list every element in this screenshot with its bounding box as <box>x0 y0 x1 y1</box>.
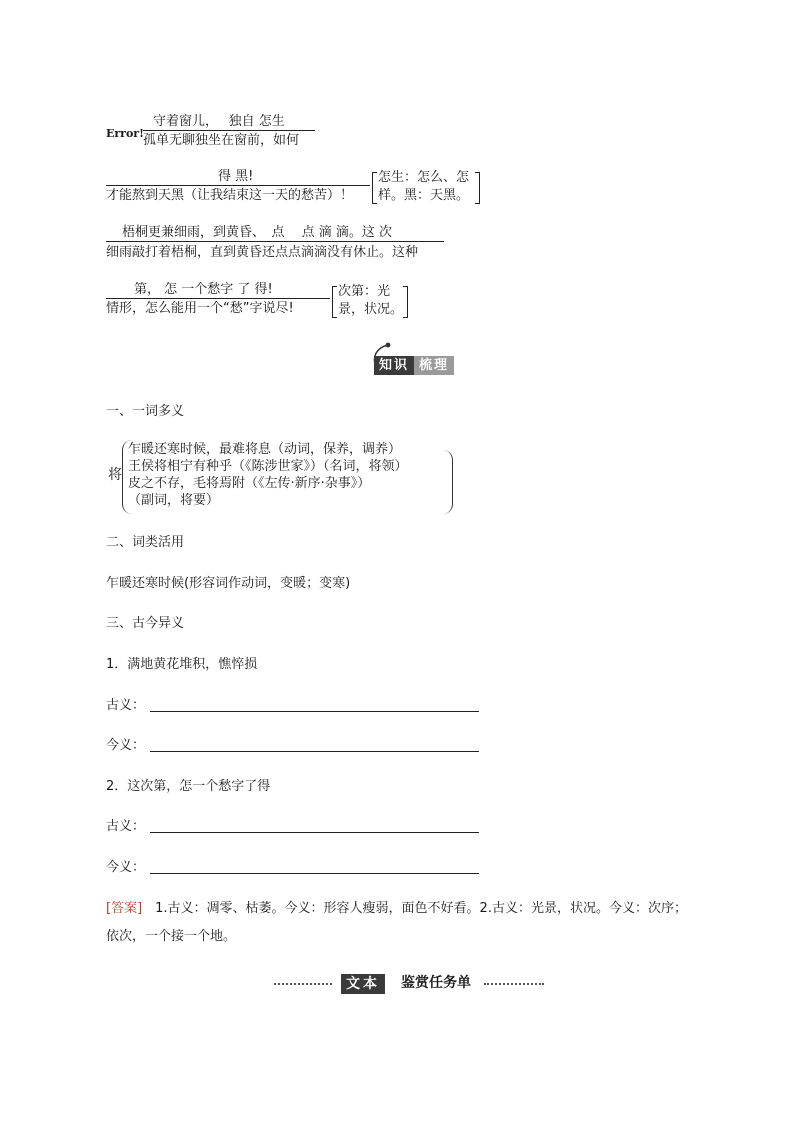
part1-paren-right <box>442 450 453 514</box>
gloss4-rule <box>106 298 330 299</box>
gloss1-rule <box>143 130 315 131</box>
q1-jin-label: 今义： <box>106 738 146 753</box>
q1-gu-label: 古义： <box>106 698 146 713</box>
gloss4-note-bracket-left <box>332 286 337 318</box>
q2-jin-blank[interactable] <box>150 873 479 874</box>
part1-line1: 乍暖还寒时候，最难将息（动词，保养，调养） <box>128 442 402 457</box>
gloss3-bottom: 细雨敲打着梧桐，直到黄昏还点点滴滴没有休止。这种 <box>106 245 419 260</box>
gloss4-top: 第， 怎 一个愁字 了 得! <box>134 282 273 297</box>
footer-badge-right: 鉴赏任务单 <box>401 975 471 991</box>
part1-line3: 皮之不存，毛将焉附（《左传·新序·杂事》） <box>128 476 371 491</box>
part1-heading: 一、一词多义 <box>106 404 185 419</box>
badge-left: 知识 <box>374 356 414 375</box>
gloss2-rule <box>106 185 370 186</box>
part1-char: 将 <box>108 467 122 483</box>
section-badge <box>366 342 466 376</box>
gloss1-bottom: 孤单无聊独坐在窗前，如何 <box>143 133 300 148</box>
answer-tag: [答案] <box>106 901 143 916</box>
gloss2-note-bracket-left <box>372 172 377 204</box>
error-label: Error! <box>106 127 144 140</box>
part3-q2: 2．这次第，怎一个愁字了得 <box>106 779 271 794</box>
answer-text1: 1.古义：凋零、枯萎。今义：形容人瘦弱，面色不好看。2.古义：光景，状况。今义：次序； <box>142 901 687 916</box>
part3-heading: 三、古今异义 <box>106 616 185 631</box>
footer-badge-left: 文本 <box>341 974 385 994</box>
q2-gu-label: 古义： <box>106 819 146 834</box>
gloss1-top: 守着窗儿， 独自 怎生 <box>153 114 285 129</box>
q1-jin-blank[interactable] <box>150 751 479 752</box>
q2-gu-blank[interactable] <box>150 832 479 833</box>
footer-dots-right <box>484 983 544 985</box>
gloss2-note-line2: 样。黑：天黑。 <box>378 188 470 203</box>
answer-line1 <box>106 902 687 915</box>
gloss4-note-bracket-right <box>403 286 408 318</box>
part1-line2: 王侯将相宁有种乎（《陈涉世家》）（名词，将领） <box>128 459 408 474</box>
gloss4-note-line1: 次第：光 <box>338 284 391 299</box>
part3-q1: 1．满地黄花堆积，憔悴损 <box>106 657 258 672</box>
gloss2-note-line1: 怎生：怎么、怎 <box>378 170 470 185</box>
answer-line2: 依次，一个接一个地。 <box>106 929 237 944</box>
gloss3-top: 梧桐更兼细雨，到黄昏、 点 点 滴 滴。这 次 <box>122 225 393 240</box>
gloss2-note-bracket-right <box>475 172 480 204</box>
q2-jin-label: 今义： <box>106 860 146 875</box>
part2-text: 乍暖还寒时候(形容词作动词，变暖；变寒) <box>106 576 351 591</box>
gloss4-bottom: 情形，怎么能用一个“愁”字说尽! <box>106 301 294 316</box>
part1-line4: （副词，将要） <box>128 493 220 508</box>
gloss3-rule <box>106 241 444 242</box>
q1-gu-blank[interactable] <box>150 711 479 712</box>
badge-right: 梳理 <box>414 356 454 375</box>
part2-heading: 二、词类活用 <box>106 535 185 550</box>
gloss2-bottom: 才能熬到天黑（让我结束这一天的愁苦）！ <box>106 188 354 203</box>
gloss4-note-line2: 景，状况。 <box>338 302 404 317</box>
gloss2-top: 得 黑! <box>218 169 254 184</box>
footer-dots-left <box>274 983 332 985</box>
